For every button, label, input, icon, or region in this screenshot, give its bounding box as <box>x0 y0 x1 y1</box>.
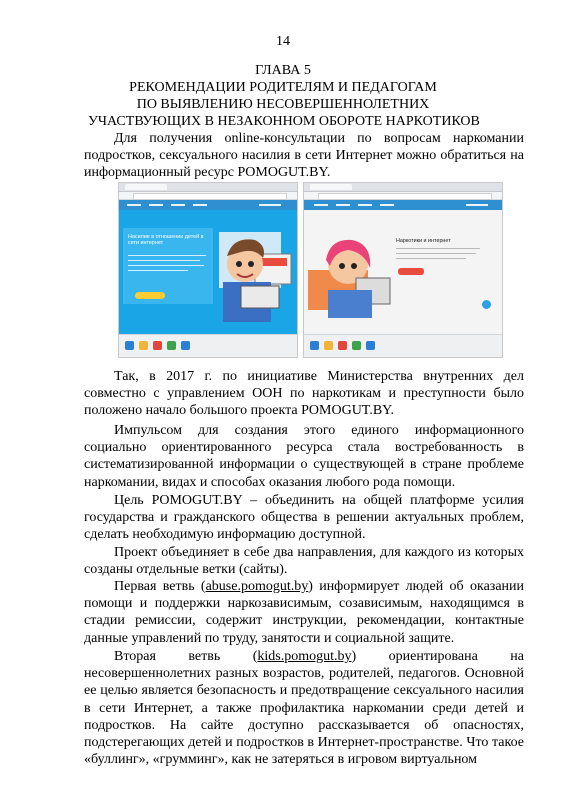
hero-banner <box>119 210 297 334</box>
paragraph-5 <box>84 578 524 647</box>
chapter-title-line-3: УЧАСТВУЮЩИХ В НЕЗАКОННОМ ОБОРОТЕ НАРКОТИКОВ <box>88 114 480 129</box>
paragraph-6-rest: ) ориентирована на несовершеннолетних разных возрастов, родителей, педагогов. Основной ее целью является безопасность и предотвращение сексуального насилия в сети Интернет, а также профилактика наркомании среди детей и подростков. На сайте доступно рассказывается об опасностях, подстерегающих детей и подростков в Интернет-пространстве. Что такое «буллинг», «грумминг», как не затеряться в игровом виртуальном <box>84 649 524 768</box>
cartoon-girl-illustration <box>308 230 394 320</box>
paragraph-5-rest: ) информирует людей об оказании помощи и поддержки наркозависимым, созависимым, находящимся в стадии ремиссии, содержит инструкции, рекомендации, контактные данные управлений по труду, занятости и социальной защите. <box>84 579 525 646</box>
hero-section <box>304 210 502 334</box>
browser-tabbar <box>119 183 297 192</box>
paragraph-3: Цель POMOGUT.BY – объединить на общей платформе усилия государства и гражданского общества в решении актуальных проблем, сделать необходимую информацию доступной. <box>84 493 524 543</box>
paragraph-5-lead: Первая ветвь ( <box>114 579 206 594</box>
hero-heading: Насилие в отношении детей в сети интернет <box>128 234 204 247</box>
paragraph-1: Так, в 2017 г. по инициативе Министерства внутренних дел совместно с управлением ООН по наркотикам и преступности было положено начало большого проекта POMOGUT.BY. <box>84 369 524 419</box>
hero-button <box>135 292 165 299</box>
hero-heading: Наркотики и интернет <box>396 238 451 244</box>
chapter-label: ГЛАВА 5 <box>255 63 311 78</box>
site-navbar <box>304 200 502 210</box>
paragraph-6-lead: Вторая ветвь ( <box>114 649 258 664</box>
screenshot-abuse-site <box>118 182 298 358</box>
abuse-site-link[interactable]: abuse.pomogut.by <box>205 579 309 594</box>
paragraph-4: Проект объединяет в себе два направления, для каждого из которых созданы отдельные ветки (сайты). <box>84 545 524 578</box>
screenshot-kids-site <box>303 182 503 358</box>
browser-urlbar <box>119 192 297 200</box>
site-navbar <box>119 200 297 210</box>
chapter-title-line-1: РЕКОМЕНДАЦИИ РОДИТЕЛЯМ И ПЕДАГОГАМ <box>129 80 437 95</box>
chapter-title-line-2: ПО ВЫЯВЛЕНИЮ НЕСОВЕРШЕННОЛЕТНИХ <box>136 97 430 112</box>
paragraph-2: Импульсом для создания этого единого информационного социально ориентированного ресурса стала востребованность в систематизированной информации о существующей в стране проблеме наркомании, видах и способах оказания любого рода помощи. <box>84 423 524 490</box>
kids-site-link[interactable]: kids.pomogut.by <box>257 649 352 664</box>
browser-tabbar <box>304 183 502 192</box>
os-taskbar <box>304 334 502 357</box>
browser-urlbar <box>304 192 502 200</box>
paragraph-6 <box>84 648 524 768</box>
cartoon-boy-illustration <box>215 224 295 324</box>
os-taskbar <box>119 334 297 357</box>
hero-button <box>398 268 424 275</box>
chat-fab-icon <box>482 300 491 309</box>
intro-paragraph: Для получения online-консультации по вопросам наркомании подростков, сексуального насилия в сети Интернет можно обратиться на информационный ресурс POMOGUT.BY. <box>84 131 524 181</box>
page-number: 14 <box>276 34 290 49</box>
